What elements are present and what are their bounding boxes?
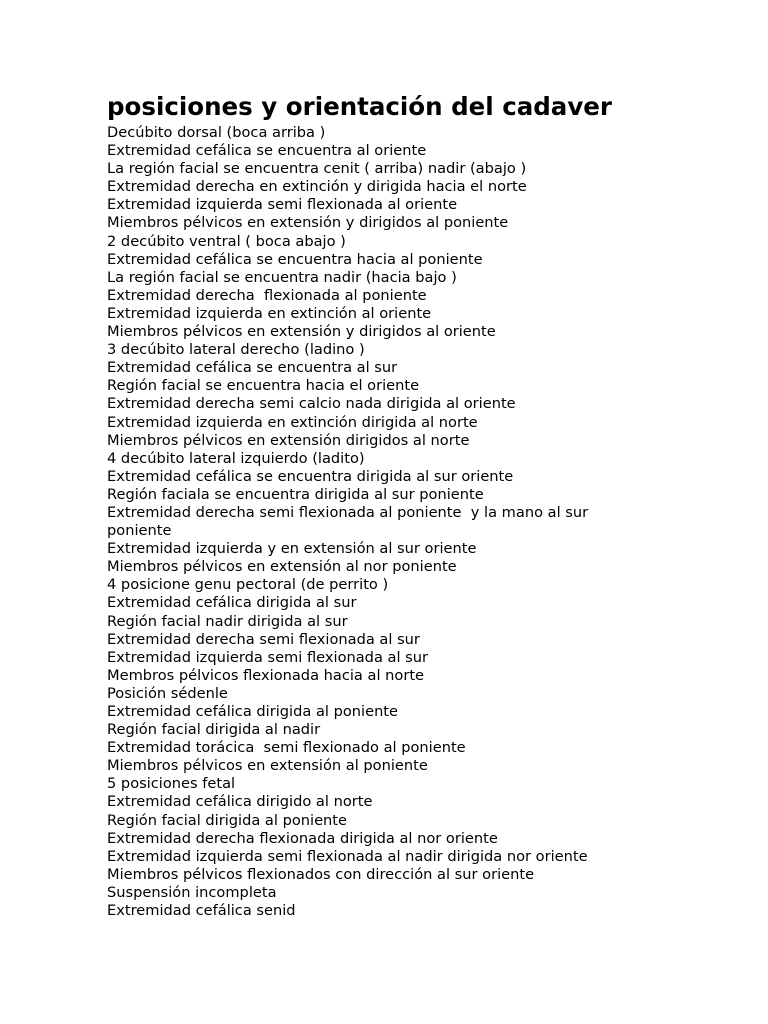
document-page (107, 92, 627, 920)
text-line: Extremidad izquierda y en extensión al sur oriente (107, 540, 477, 558)
text-line: Extremidad cefálica dirigida al sur (107, 594, 357, 612)
text-line: Extremidad cefálica se encuentra hacia al poniente (107, 250, 483, 268)
text-line: Miembros pélvicos en extensión dirigidos al norte (107, 431, 470, 449)
text-line: Región facial dirigida al poniente (107, 811, 347, 829)
document-title: posiciones y orientación del cadaver (107, 92, 612, 121)
text-line: Miembros pélvicos en extensión y dirigidos al poniente (107, 214, 509, 232)
text-line: Extremidad izquierda semi flexionada al nadir dirigida nor oriente (107, 847, 588, 865)
text-line: Miembros pélvicos flexionados con dirección al sur oriente (107, 865, 535, 883)
text-line: 4 posicione genu pectoral (de perrito ) (107, 576, 389, 594)
text-line: Decúbito dorsal (boca arriba ) (107, 124, 326, 141)
text-line: Extremidad torácica semi flexionado al poniente (107, 739, 466, 757)
text-line: Posición sédenle (107, 684, 228, 702)
text-line: Extremidad derecha semi calcio nada dirigida al oriente (107, 395, 516, 413)
text-line: Extremidad derecha flexionada dirigida al nor oriente (107, 829, 498, 847)
text-line: Extremidad derecha flexionada al poniente (107, 286, 427, 304)
text-line: Miembros pélvicos en extensión y dirigidos al oriente (107, 323, 496, 341)
text-line: Membros pélvicos flexionada hacia al norte (107, 666, 425, 684)
text-line: 2 decúbito ventral ( boca abajo ) (107, 232, 346, 250)
text-line: Miembros pélvicos en extensión al nor poniente (107, 558, 457, 576)
text-line: Extremidad izquierda semi flexionada al oriente (107, 196, 458, 214)
text-line: Extremidad izquierda en extinción al oriente (107, 304, 432, 322)
text-line: Extremidad cefálica se encuentra al oriente (107, 142, 427, 160)
text-line: Miembros pélvicos en extensión al poniente (107, 757, 428, 775)
text-line: Extremidad izquierda en extinción dirigida al norte (107, 413, 478, 431)
text-line: 4 decúbito lateral izquierdo (ladito) (107, 449, 365, 467)
text-line: Extremidad cefálica dirigida al poniente (107, 703, 399, 720)
text-line: 3 decúbito lateral derecho (ladino ) (107, 341, 365, 359)
text-line: Región facial se encuentra hacia el oriente (107, 377, 420, 395)
text-line: Extremidad derecha semi flexionada al sur (107, 630, 420, 648)
text-line: Extremidad cefálica se encuentra al sur (107, 359, 398, 377)
text-line: Extremidad cefálica senid (107, 902, 296, 920)
text-line: Región faciala se encuentra dirigida al sur poniente (107, 485, 484, 503)
text-line: Región facial nadir dirigida al sur (107, 612, 348, 630)
text-line: Extremidad cefálica se encuentra dirigida al sur oriente (107, 467, 514, 485)
text-line: poniente (107, 522, 172, 540)
text-line: La región facial se encuentra cenit ( arriba) nadir (abajo ) (107, 160, 527, 178)
text-line: La región facial se encuentra nadir (hacia bajo ) (107, 268, 457, 286)
text-line: Suspensión incompleta (107, 883, 277, 901)
document-body (107, 124, 627, 920)
text-line: Extremidad derecha semi flexionada al poniente y la mano al sur (107, 503, 589, 521)
text-line: Región facial dirigida al nadir (107, 721, 321, 739)
text-line: 5 posiciones fetal (107, 775, 236, 793)
text-line: Extremidad izquierda semi flexionada al sur (107, 648, 429, 666)
text-line: Extremidad cefálica dirigido al norte (107, 793, 373, 811)
text-line: Extremidad derecha en extinción y dirigida hacia el norte (107, 178, 527, 196)
